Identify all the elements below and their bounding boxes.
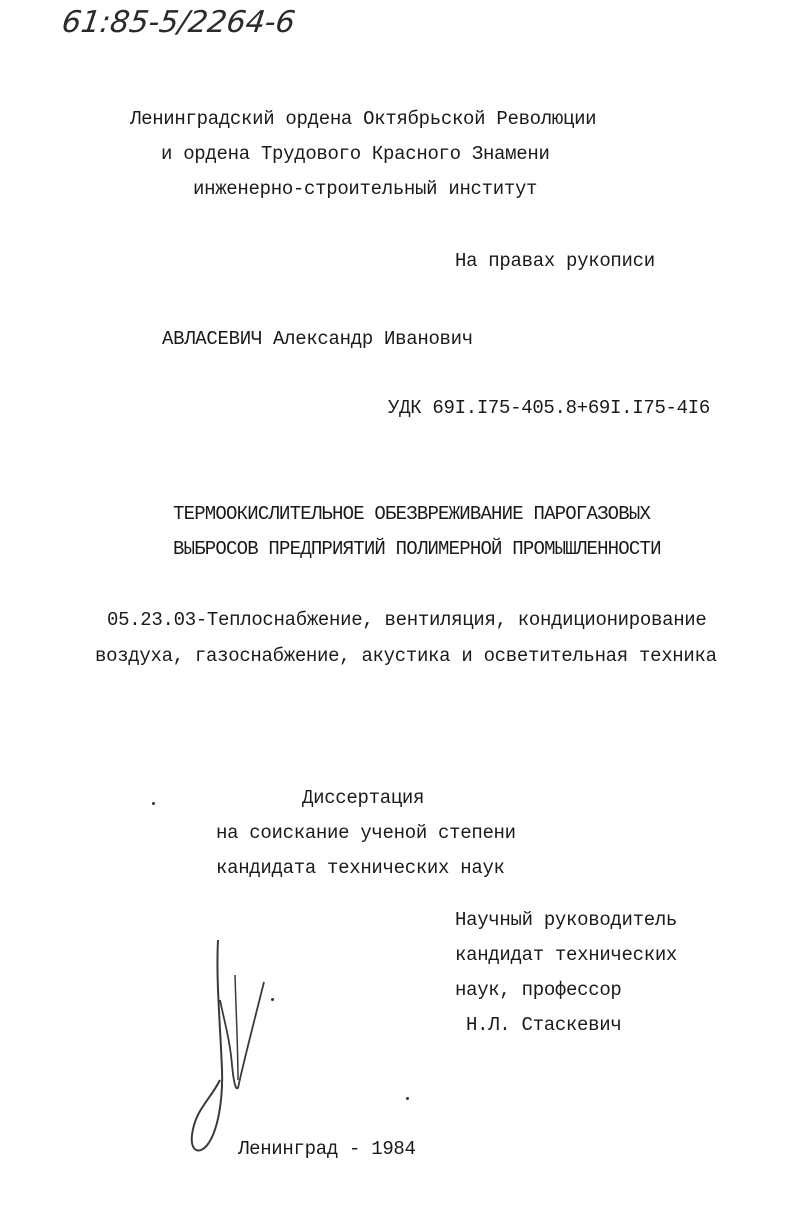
institution-line-2: и ордена Трудового Красного Знамени (161, 143, 550, 165)
thesis-title-line-2: ВЫБРОСОВ ПРЕДПРИЯТИЙ ПОЛИМЕРНОЙ ПРОМЫШЛЕННОСТИ (173, 538, 661, 560)
speck (271, 998, 274, 1001)
speck (152, 802, 155, 805)
author-name: АВЛАСЕВИЧ Александр Иванович (162, 328, 473, 350)
supervisor-name: Н.Л. Стаскевич (466, 1014, 622, 1036)
archive-number: 61:85-5/2264-6 (59, 5, 298, 40)
speck (406, 1097, 409, 1100)
degree-line-1: Диссертация (302, 787, 425, 809)
supervisor-line-2: кандидат технических (455, 944, 678, 966)
degree-line-2: на соискание ученой степени (216, 822, 516, 844)
thesis-title-line-1: ТЕРМООКИСЛИТЕЛЬНОЕ ОБЕЗВРЕЖИВАНИЕ ПАРОГАЗОВЫХ (173, 503, 651, 525)
udc-code: УДК 69I.I75-405.8+69I.I75-4I6 (388, 397, 710, 419)
specialty-line-2: воздуха, газоснабжение, акустика и осветительная техника (95, 645, 717, 667)
signature-drawing (180, 930, 290, 1160)
degree-line-3: кандидата технических наук (216, 857, 505, 879)
supervisor-line-3: наук, профессор (455, 979, 622, 1001)
institution-line-3: инженерно-строительный институт (193, 178, 538, 200)
place-year: Ленинград - 1984 (238, 1138, 416, 1160)
supervisor-line-1: Научный руководитель (455, 909, 678, 931)
specialty-line-1: 05.23.03-Теплоснабжение, вентиляция, кондиционирование (107, 609, 707, 631)
institution-line-1: Ленинградский ордена Октябрьской Революции (130, 108, 597, 130)
rights-note: На правах рукописи (455, 250, 655, 272)
